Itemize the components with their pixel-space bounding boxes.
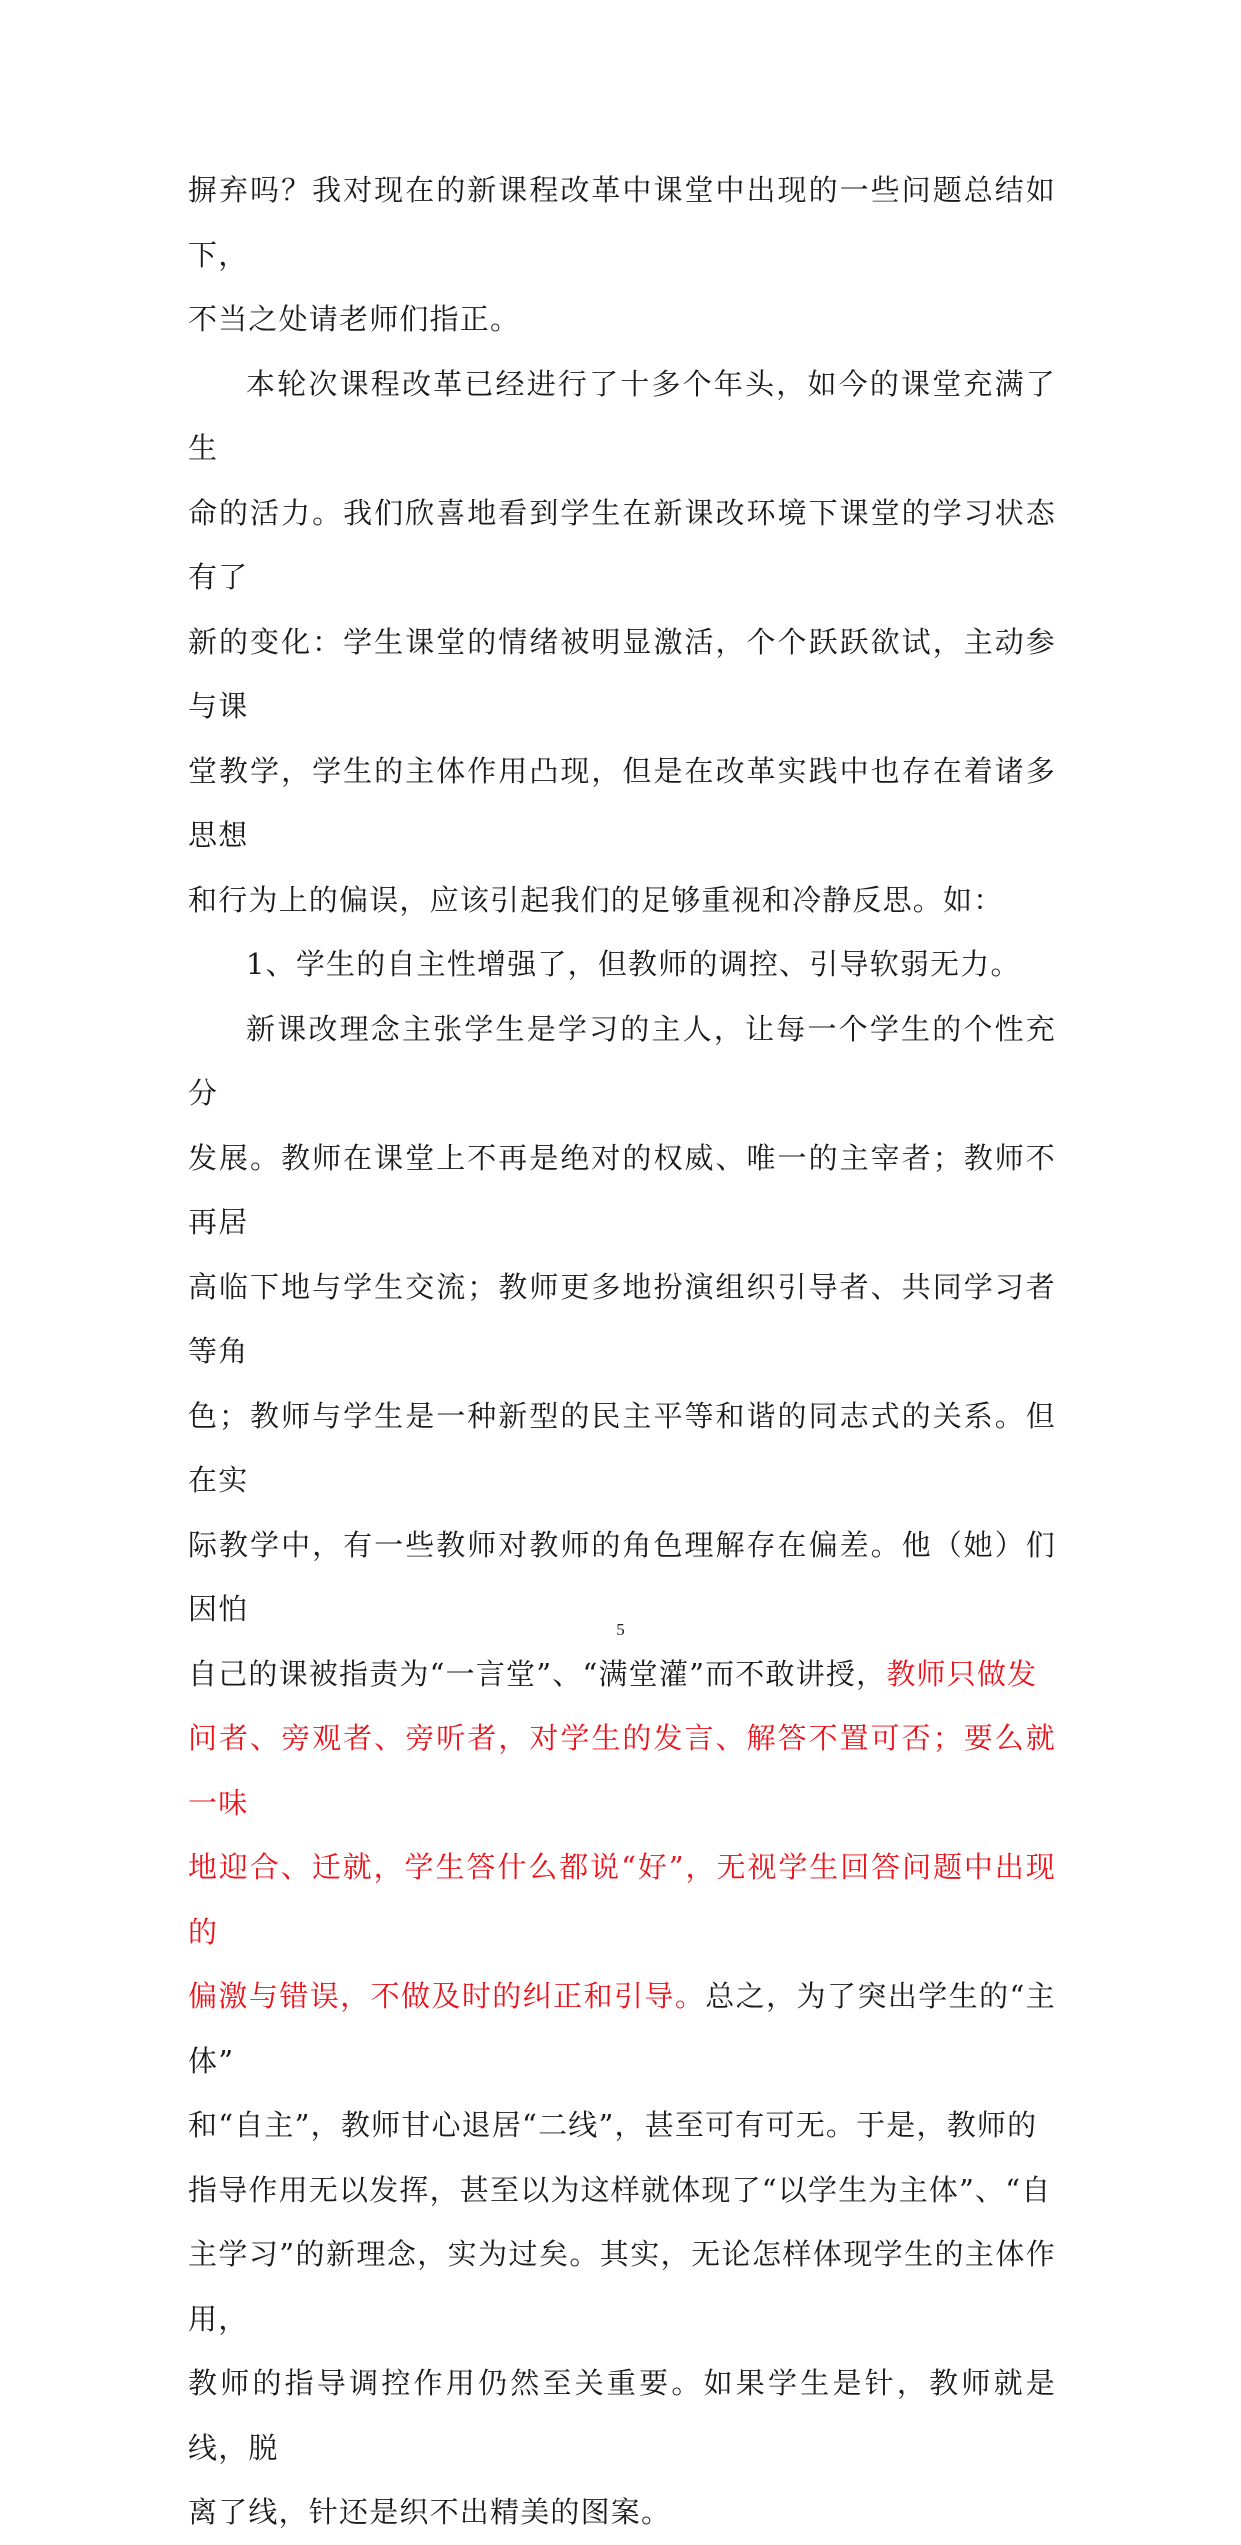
- text-segment: 发展。教师在课堂上不再是绝对的权威、唯一的主宰者；教师不再居: [188, 1140, 1056, 1239]
- text-line: [188, 352, 1056, 481]
- text-segment: 主学习”的新理念，实为过矣。其实，无论怎样体现学生的主体作用，: [188, 2237, 1056, 2336]
- text-line: [188, 1255, 1056, 1384]
- text-line: [188, 739, 1056, 868]
- text-line: [188, 610, 1056, 739]
- text-segment: 高临下地与学生交流；教师更多地扮演组织引导者、共同学习者等角: [188, 1269, 1056, 1368]
- highlighted-text: 教师只做发: [886, 1656, 1038, 1691]
- text-segment: 自己的课被指责为“一言堂”、“满堂灌”而不敢讲授，: [188, 1656, 887, 1691]
- text-segment: 和行为上的偏误，应该引起我们的足够重视和冷静反思。如：: [188, 882, 1004, 917]
- text-segment: 和“自主”，教师甘心退居“二线”，甚至可有可无。于是，教师的: [188, 2108, 1038, 2142]
- body-text: [188, 158, 1056, 2545]
- text-line: [188, 997, 1056, 1126]
- text-line: [188, 1126, 1056, 1255]
- text-line: [188, 2351, 1056, 2480]
- text-segment: 色；教师与学生是一种新型的民主平等和谐的同志式的关系。但在实: [188, 1398, 1056, 1497]
- text-line: [188, 868, 1056, 933]
- text-line: [188, 1964, 1056, 2093]
- text-line: [188, 158, 1056, 287]
- text-segment: 不当之处请老师们指正。: [188, 302, 521, 336]
- text-segment: 离了线，针还是织不出精美的图案。: [188, 2495, 672, 2529]
- text-line: [188, 2222, 1056, 2351]
- highlighted-text: 问者、旁观者、旁听者，对学生的发言、解答不置可否；要么就一味: [188, 1721, 1056, 1820]
- text-segment: 本轮次课程改革已经进行了十多个年头，如今的课堂充满了生: [188, 366, 1056, 465]
- text-segment: 指导作用无以发挥，甚至以为这样就体现了“以学生为主体”、“自: [188, 2172, 1052, 2207]
- text-segment: 总之，为了突出学生的“主体”: [188, 1979, 1056, 2078]
- text-line: [188, 1642, 1056, 1707]
- text-segment: 新课改理念主张学生是学习的主人，让每一个学生的个性充分: [188, 1011, 1056, 1110]
- text-segment: 际教学中，有一些教师对教师的角色理解存在偏差。他（她）们因怕: [188, 1527, 1056, 1626]
- text-segment: 命的活力。我们欣喜地看到学生在新课改环境下课堂的学习状态有了: [188, 495, 1056, 594]
- text-segment: 堂教学，学生的主体作用凸现，但是在改革实践中也存在着诸多思想: [188, 753, 1056, 852]
- page-number: 5: [616, 1620, 625, 1639]
- text-line: [188, 1835, 1056, 1964]
- text-line: [188, 932, 1056, 997]
- text-segment: 1、学生的自主性增强了，但教师的调控、引导软弱无力。: [246, 947, 1021, 981]
- highlighted-text: 偏激与错误，不做及时的纠正和引导。: [188, 1979, 706, 2013]
- text-segment: 教师的指导调控作用仍然至关重要。如果学生是针，教师就是线，脱: [188, 2366, 1056, 2465]
- text-segment: 摒弃吗？我对现在的新课程改革中课堂中出现的一些问题总结如下，: [188, 173, 1056, 272]
- text-segment: 新的变化：学生课堂的情绪被明显激活，个个跃跃欲试，主动参与课: [188, 624, 1056, 723]
- highlighted-text: 地迎合、迁就，学生答什么都说“好”，无视学生回答问题中出现的: [188, 1850, 1056, 1949]
- text-line: [188, 1706, 1056, 1835]
- text-line: [188, 2093, 1056, 2158]
- text-line: [188, 481, 1056, 610]
- text-line: [188, 287, 1056, 352]
- text-line: [188, 2480, 1056, 2545]
- text-line: [188, 1384, 1056, 1513]
- text-line: [188, 2158, 1056, 2223]
